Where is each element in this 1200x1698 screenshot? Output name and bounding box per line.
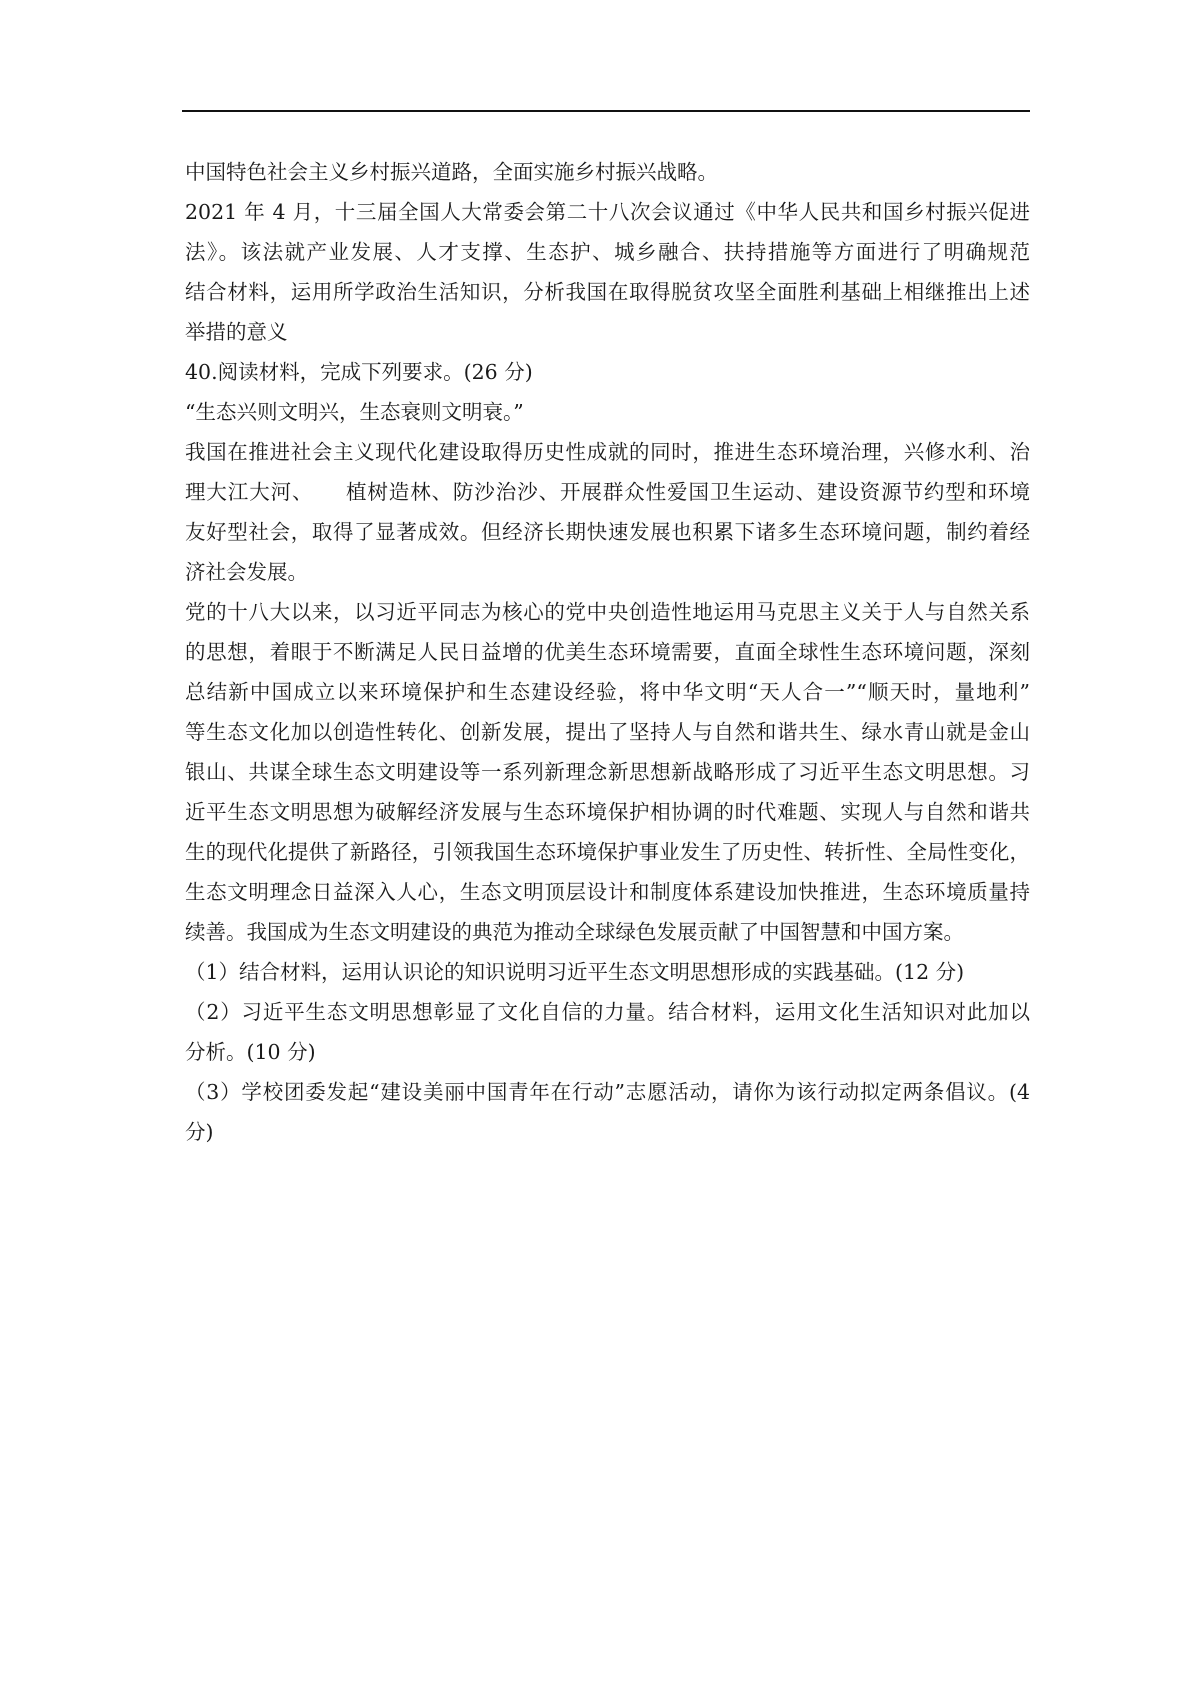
text-line-16: 银山、共谋全球生态文明建设等一系列新理念新思想新战略形成了习近平生态文明思想。习 bbox=[185, 760, 1030, 784]
sub-question-2: （2）习近平生态文明思想彰显了文化自信的力量。结合材料，运用文化生活知识对此加以 bbox=[185, 1000, 1030, 1024]
text-line-3: 法》。该法就产业发展、人才支撑、生态护、城乡融合、扶持措施等方面进行了明确规范 bbox=[185, 240, 1030, 264]
text-line-14: 总结新中国成立以来环境保护和生态建设经验，将中华文明“天人合一”“顺天时，量地利” bbox=[185, 680, 1030, 704]
text-line-20: 续善。我国成为生态文明建设的典范为推动全球绿色发展贡献了中国智慧和中国方案。 bbox=[185, 920, 964, 944]
text-line-17: 近平生态文明思想为破解经济发展与生态环境保护相协调的时代难题、实现人与自然和谐共 bbox=[185, 800, 1030, 824]
text-line-11: 济社会发展。 bbox=[185, 560, 308, 584]
sub-question-3-cont: 分) bbox=[185, 1120, 214, 1144]
text-line-8: 我国在推进社会主义现代化建设取得历史性成就的同时，推进生态环境治理，兴修水利、治 bbox=[185, 440, 1030, 464]
text-line-5: 举措的意义 bbox=[185, 320, 288, 344]
text-line-13: 的思想，着眼于不断满足人民日益增的优美生态环境需要，直面全球性生态环境问题，深刻 bbox=[185, 640, 1030, 664]
text-line-12: 党的十八大以来，以习近平同志为核心的党中央创造性地运用马克思主义关于人与自然关系 bbox=[185, 600, 1030, 624]
text-line-1: 中国特色社会主义乡村振兴道路，全面实施乡村振兴战略。 bbox=[185, 160, 718, 184]
question-40-heading: 40.阅读材料，完成下列要求。(26 分) bbox=[185, 360, 533, 384]
text-line-15: 等生态文化加以创造性转化、创新发展，提出了坚持人与自然和谐共生、绿水青山就是金山 bbox=[185, 720, 1030, 744]
text-line-9: 理大江大河、 植树造林、防沙治沙、开展群众性爱国卫生运动、建设资源节约型和环境 bbox=[185, 480, 1030, 504]
sub-question-1: （1）结合材料，运用认识论的知识说明习近平生态文明思想形成的实践基础。(12 分) bbox=[185, 960, 965, 984]
quote-line: “生态兴则文明兴，生态衰则文明衰。” bbox=[185, 400, 524, 424]
sub-question-2-cont: 分析。(10 分) bbox=[185, 1040, 316, 1064]
sub-question-3: （3）学校团委发起“建设美丽中国青年在行动”志愿活动，请你为该行动拟定两条倡议。(4 bbox=[185, 1080, 1030, 1104]
text-line-19: 生态文明理念日益深入人心，生态文明顶层设计和制度体系建设加快推进，生态环境质量持 bbox=[185, 880, 1030, 904]
text-line-2: 2021 年 4 月，十三届全国人大常委会第二十八次会议通过《中华人民共和国乡村振兴促进 bbox=[185, 200, 1030, 224]
header-rule bbox=[182, 110, 1030, 112]
text-line-18: 生的现代化提供了新路径，引领我国生态环境保护事业发生了历史性、转折性、全局性变化， bbox=[185, 840, 1030, 864]
text-line-10: 友好型社会，取得了显著成效。但经济长期快速发展也积累下诸多生态环境问题，制约着经 bbox=[185, 520, 1030, 544]
text-line-4: 结合材料，运用所学政治生活知识，分析我国在取得脱贫攻坚全面胜利基础上相继推出上述 bbox=[185, 280, 1030, 304]
